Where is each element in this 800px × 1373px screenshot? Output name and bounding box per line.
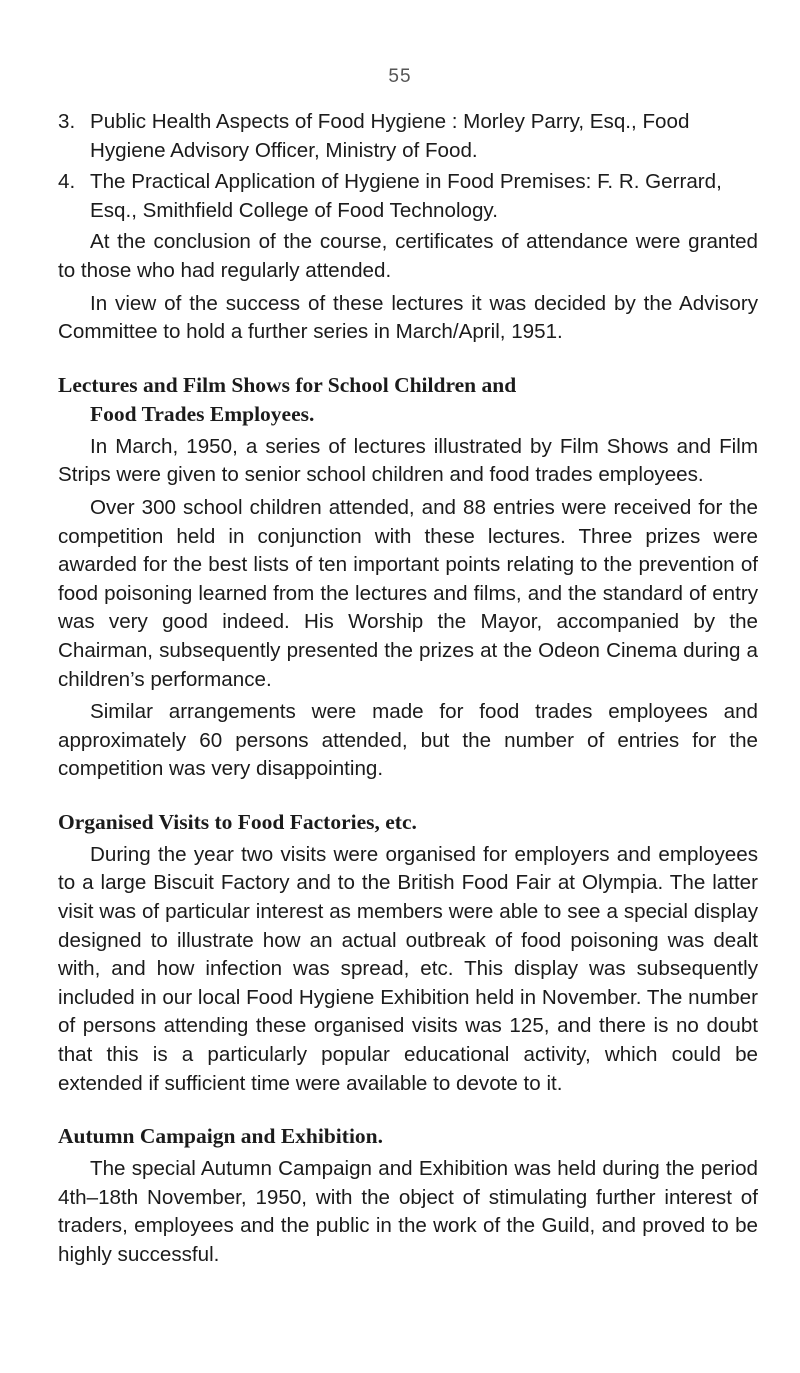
section-heading [58, 371, 758, 429]
paragraph [58, 1155, 758, 1269]
page-number: 55 [388, 66, 412, 87]
paragraph-text: Over 300 school children attended, and 88 entries were received for the competition held in conjunction with these lectures. Three prizes were awarded for the best lists of ten important points relating to the prevention of food poisoning learned from the lectures and films, and the standard of entry was very good indeed. His Worship the Mayor, accompanied by the Chairman, subsequently presented the prizes at the Odeon Cinema during a children’s performance. [58, 495, 758, 691]
list-item [58, 168, 758, 225]
section-heading-line: Lectures and Film Shows for School Children and [58, 372, 517, 397]
list-item-text: The Practical Application of Hygiene in Food Premises: F. R. Gerrard, Esq., Smithfield College of Food Technology. [90, 170, 722, 222]
paragraph [58, 494, 758, 694]
list-item-number: 4. [58, 170, 76, 194]
list-item-text: Public Health Aspects of Food Hygiene : Morley Parry, Esq., Food Hygiene Advisory Officer, Ministry of Food. [90, 110, 690, 162]
section-heading-line: Autumn Campaign and Exhibition. [58, 1124, 383, 1149]
paragraph-text: In view of the success of these lectures it was decided by the Advisory Committee to hold a further series in March/April, 1951. [58, 291, 758, 344]
section-heading [58, 808, 758, 837]
list-item-number: 3. [58, 110, 76, 133]
paragraph [58, 698, 758, 784]
section-heading [58, 1122, 758, 1151]
list-item [58, 108, 758, 165]
paragraph [58, 841, 758, 1098]
paragraph [58, 290, 758, 347]
paragraph [58, 228, 758, 285]
document-body [58, 108, 758, 1274]
paragraph-text: During the year two visits were organised for employers and employees to a large Biscuit Factory and to the British Food Fair at Olympia. The latter visit was of particular interest as members were able to see a special display designed to illustrate how an actual outbreak of food poisoning was dealt with, and how infection was spread, etc. This display was subsequently included in our local Food Hygiene Exhibition held in November. The number of persons attending these organised visits was 125, and there is no doubt that this is a particularly popular educational activity, which could be extended if sufficient time were available to devote to it. [58, 842, 758, 1095]
paragraph-text: In March, 1950, a series of lectures illustrated by Film Shows and Film Strips were given to senior school children and food trades employees. [58, 434, 758, 487]
paragraph-text: At the conclusion of the course, certificates of attendance were granted to those who had regularly attended. [58, 230, 758, 282]
paragraph [58, 433, 758, 490]
section-heading-line: Food Trades Employees. [90, 401, 315, 426]
section-heading-line: Organised Visits to Food Factories, etc. [58, 809, 417, 834]
paragraph-text: Similar arrangements were made for food trades employees and approximately 60 persons attended, but the number of entries for the competition was very disappointing. [58, 700, 758, 781]
paragraph-text: The special Autumn Campaign and Exhibition was held during the period 4th–18th November, 1950, with the object of stimulating further interest of traders, employees and the public in the work of the Guild, and proved to be highly successful. [58, 1157, 758, 1266]
